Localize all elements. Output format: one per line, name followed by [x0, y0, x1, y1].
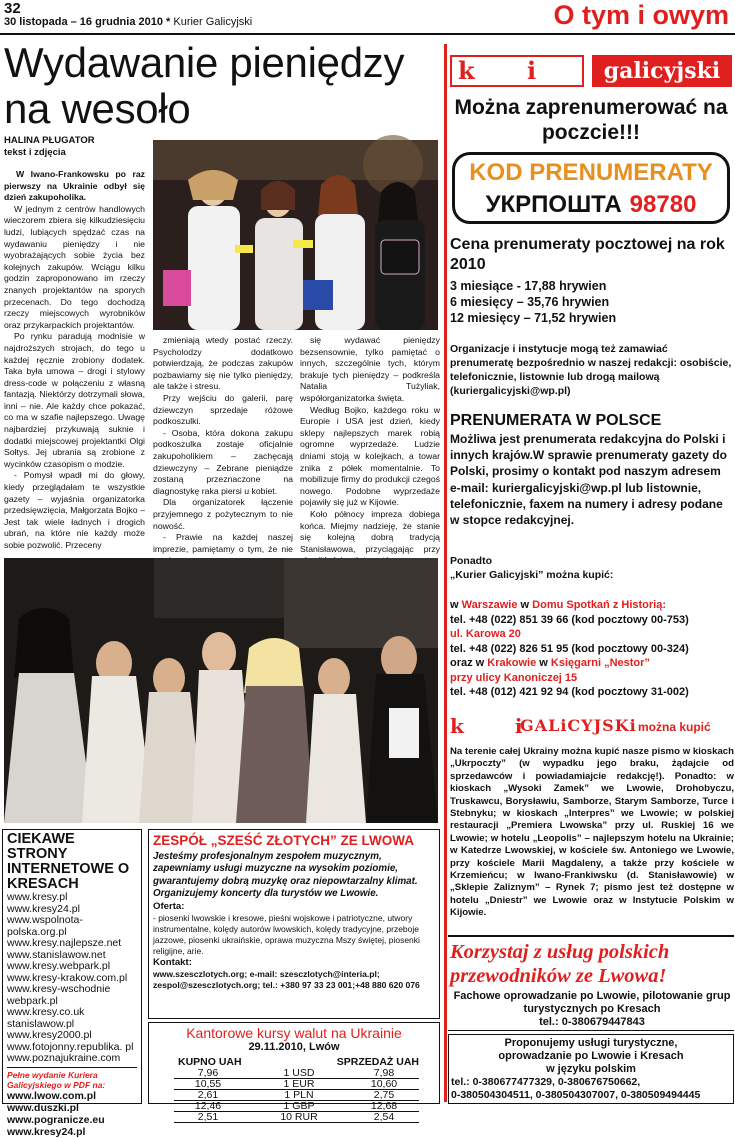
subscription-code-box: [452, 152, 730, 224]
col-sell: SPRZEDAŻ UAH: [336, 1056, 419, 1068]
pdf-link[interactable]: www.lwow.com.pl: [7, 1089, 97, 1102]
divider: [448, 1030, 734, 1031]
guides-headline: Korzystaj z usług polskich przewodników ze Lwowa!: [450, 941, 670, 987]
band-intro: Jesteśmy profesjonalnym zespołem muzycznym, zapewniamy usługi muzyczne na wysokim poziomie, gwarantujemy dobrą muzykę oraz niepowtarzalny klimat. Organizujemy koncerty dla turystów we Lwowie.: [153, 851, 418, 900]
org-subscription-info: Organizacje i instytucje mogą też zamawiać prenumeratę bezpośrednio w naszej redakcji: osobiście, telefonicznie, listownie lub drogą mailową (kuriergalicyjski@wp.pl): [450, 343, 732, 397]
rate-sell: 10,60: [370, 1078, 398, 1090]
paragraph: zmieniają wtedy postać rzeczy. Psycholodzy dodatkowo potwierdzają, że podczas zakupów pozbawiamy się nie tylko pieniędzy, ale także i stresu.: [153, 335, 293, 392]
issue-date: 30 listopada – 16 grudnia 2010 * Kurier Galicyjski: [4, 16, 253, 28]
site-link[interactable]: www.wspolnota-polska.org.pl: [7, 914, 83, 938]
rate-row: [174, 1112, 419, 1123]
address-line: oraz w Krakowie w Księgarni „Nestor”: [450, 657, 650, 669]
price-list: [450, 278, 734, 326]
article-photo-fashion-show: [4, 558, 438, 823]
site-link[interactable]: www.kresy.webpark.pl: [7, 960, 111, 972]
paper-name: Kurier Galicyjski: [173, 16, 253, 28]
rate-sell: 7,98: [373, 1067, 395, 1079]
paragraph: Przy wejściu do galerii, parę dziewczyn sprzedaje różowe podkoszulki.: [153, 392, 293, 427]
article-byline: [4, 135, 95, 159]
tour-services-box: Proponujemy usługi turystyczne, oprowadzanie po Lwowie i Kresach w języku polskim tel.: 0-380677477329, 0-380676750662, 0-380504304511, 0-380504307007, 0-380509494445: [448, 1034, 734, 1104]
photo-credit: tekst i zdjęcia: [4, 147, 66, 158]
address-line: tel. +48 (022) 826 51 95 (kod pocztowy 00-324): [450, 642, 689, 655]
address-line: tel. +48 (012) 421 92 94 (kod pocztowy 31-002): [450, 686, 689, 698]
paragraph: Według Bojko, każdego roku w Europie i USA jest dzień, kiedy sklepy najlepszych marek robią ogromne wyprzedaże. Ludzie dniami stoją w kolejkach, a towar znika z półek momentalnie. To mobilizuje firmy do produkcji czegoś nowego. Podobne wyprzedaże pojawiły się już w Kijowie.: [300, 404, 440, 508]
price-item: 6 miesięcy – 35,76 hrywien: [450, 295, 610, 309]
author: HALINA PŁUGATOR: [4, 135, 95, 146]
rates-date: 29.11.2010, Lwów: [248, 1041, 340, 1053]
column-divider: [444, 44, 447, 1102]
rate-currency: 1 GBP: [283, 1100, 315, 1112]
paragraph: Koło północy impreza dobiega końca. Miejmy nadzieję, że stanie się kolejną dobrą tradycją Stanisławowa, przyciągając przy: [300, 508, 440, 554]
rate-currency: 10 RUR: [280, 1111, 318, 1123]
pdf-link[interactable]: www.duszki.pl: [7, 1101, 79, 1114]
section-title: O tym i owym: [553, 0, 729, 30]
paragraph: Po rynku paradują modnisie w najdroższych strojach, do tego u każdej ręcznie zrobiony dodatek. Taka była umowa – drogi i stylowy dress-code w połączeniu z własną fantazją. Niektórzy dotrzymali słowa, inni – nie. Ale każdy chce pokazać, co ma w szafie najlepszego. Uwagę najbardziej przykuwają suknie i dodatki miejscowej projektantki Olgi Sołtys. Jej ubrania są zrobione z wycinków czasopism o modzie.: [4, 331, 145, 469]
subscription-code-title: KOD PRENUMERATY: [469, 159, 713, 186]
rates-title: Kantorowe kursy walut na Ukrainie: [186, 1025, 402, 1041]
site-link[interactable]: www.kresy-wschodnie webpark.pl: [7, 983, 111, 1007]
address-line: przy ulicy Kanoniczej 15: [450, 671, 578, 684]
band-contact-label: Kontakt:: [153, 956, 192, 968]
pdf-link[interactable]: www.kresy24.pl: [7, 1125, 86, 1138]
rate-buy: 10,55: [194, 1078, 222, 1090]
rate-currency: 1 PLN: [284, 1089, 314, 1101]
rate-buy: 7,96: [197, 1067, 219, 1079]
sites-title: CIEKAWE STRONY INTERNETOWE O KRESACH: [7, 831, 130, 892]
article-photo-shoppers: [153, 140, 438, 330]
price-item: 12 miesięcy – 71,52 hrywien: [450, 311, 617, 325]
sites-links: [7, 892, 137, 1065]
guides-subtitle: Fachowe oprowadzanie po Lwowie, pilotowanie grup turystycznych po Kresach tel.: 0-380679447843: [453, 990, 731, 1028]
site-link[interactable]: www.kresy.pl: [7, 891, 68, 903]
article-lead: W Iwano-Frankowsku po raz pierwszy na Ukrainie odbył się dzień zakupoholika.: [4, 169, 145, 203]
site-link[interactable]: www.kresy.najlepsze.net: [7, 937, 122, 949]
band-offer: - piosenki lwowskie i kresowe, pieśni wojskowe i patriotyczne, utwory instrumentalne, kolędy autorów lwowskich, kolędy tradycyjne, przeboje jazzowe, piosenki ukraińskie, oprawa muzyczna Mszy świętej, piosenki religijne, arie.: [153, 912, 420, 956]
rate-currency: 1 EUR: [283, 1078, 315, 1090]
paragraph: Dla organizatorek łączenie przyjemnego z pożytecznym to nie nowość.: [153, 497, 293, 531]
paragraph: - Osoba, która dokona zakupu podkoszulka zostaje oficjalnie zakupoholikiem – zachęcają dziewczyny – Zebrane pieniądze zostaną przeznaczone na diagnostykę raka piersi u kobiet.: [153, 427, 293, 496]
site-link[interactable]: www.kresy-krakow.com.pl: [7, 971, 128, 984]
rate-currency: 1 USD: [283, 1067, 315, 1079]
pdf-note: Pełne wydanie Kuriera Galicyjskiego w PDF na:: [7, 1067, 137, 1090]
article-column-1: [4, 169, 145, 552]
paragraph: się wydawać pieniędzy bezsensownie, tylko pamiętać o innych, szczególnie tych, którym brakuje tych pieniędzy – podkreśla Natalia Tużyliak, współorganizatorka święta.: [300, 335, 440, 403]
header-divider: [0, 33, 735, 35]
band-contact: zespol@szesczlotych.org; tel.: +380 97 33 23 001;+48 880 620 076: [153, 979, 420, 990]
sales-addresses: [450, 598, 734, 700]
address-line: w Warszawie w Domu Spotkań z Historią:: [450, 599, 666, 611]
rate-sell: 2,54: [373, 1111, 395, 1123]
rates-rows: [174, 1068, 419, 1123]
exchange-rates-box: [148, 1022, 440, 1123]
subscription-code: УКРПОШТА 98780: [485, 191, 697, 218]
paragraph: - Pomysł wpadł mi do głowy, kiedy przeglądałam te wszystkie gazety – wyjaśnia organizatorka przedsięwzięcia, Małgorzata Bojko – Jest tak wiele ładnych i drogich ubrań, na które nie każdy może sobie pozwolić. Przeceny: [4, 470, 145, 550]
divider: [448, 935, 734, 937]
paragraph: - Prawie na każdej naszej imprezie, pamiętamy o tym, że nie: [153, 532, 293, 554]
article-column-3: [300, 335, 440, 567]
poland-subscription-text: Możliwa jest prenumerata redakcyjna do Polski i innych krajów.W sprawie prenumeraty gazety do Polski, prosimy o kontakt pod naszym adresem e-mail: kuriergalicyjski@wp.pl lub listownie, telefonicznie, faxem na numery i adresy podane w stopce redakcyjnej.: [450, 432, 727, 528]
site-link[interactable]: www.kresy.co.uk stanislawow.pl: [7, 1006, 85, 1030]
page-number: 32: [4, 0, 21, 17]
paragraph: W jednym z centrów handlowych wieczorem zbiera się kilkudziesięciu ludzi, lubiących spędzać czas na wydawaniu pieniędzy i nie wyobrażających sobie życia bez kolejnych zakupów. Wciągu kilku godzin zaproponowano im rzeczy znanych projektantów na sporych przecenach. Do tego dochodzą rzeczy miejscowych wyrobników oraz przykarpackich projektantów.: [4, 203, 145, 330]
price-item: 3 miesiące - 17,88 hrywien: [450, 279, 607, 293]
rate-sell: 2,75: [373, 1089, 395, 1101]
band-offer-label: Oferta:: [153, 900, 185, 912]
where-to-buy-text: Na terenie całej Ukrainy można kupić nasze pismo w kioskach „Ukrpoczty” (w wypadku jego braku, żądajcie od sprzedawców i powiadamiajcie redakcję!). Ponadto: w kioskach „Wysoki Zamek” we Lwowie, Drohobyczu, Truskawcu, Borysławiu, Samborze, Starym Samborze, Turce i Stebnyku; w kioskach „Interpres” we Lwowie; w polskiej restauracji „Premiera Lwowska” przy ul. Ruskiej 16 we Lwowie; w hotelu „Leopolis” – najlepszym hotelu na Ukrainie; w Katedrze Lwowskiej, w kościele św. Antoniego we Lwowie, przy kościele Marii Magdaleny, a także przy kościele w Krzemieńcu; w Iwano-Frankiwsku (d. Stanisławowie) w „Sklepie Zaliznym” – Rynek 7; pismo jest też dostępne w hotelu „Dniestr” we Lwowie oraz w Instytucie Polskim w Kijowie.: [450, 746, 734, 919]
pdf-link[interactable]: www.pogranicze.eu: [7, 1113, 105, 1126]
rate-buy: 2,61: [197, 1089, 219, 1101]
kurier-logo: k i galicyjski: [450, 55, 732, 89]
band-title: ZESPÓŁ „SZEŚĆ ZŁOTYCH” ZE LWOWA: [153, 833, 415, 848]
subscription-headline: Można zaprenumerować na poczcie!!!: [454, 96, 728, 144]
page-header: [0, 0, 735, 34]
site-link[interactable]: www.kresy2000.pl: [7, 1029, 92, 1041]
band-contact: www.szesczlotych.org; e-mail: szesczlotych@interia.pl;: [153, 968, 380, 979]
address-line: tel. +48 (022) 851 39 66 (kod pocztowy 00-753): [450, 613, 689, 626]
band-ad: [148, 829, 440, 1019]
site-link[interactable]: www.poznajukraine.com: [7, 1052, 121, 1064]
site-link[interactable]: www.fotojonny.republika. pl: [7, 1040, 134, 1053]
pdf-links: [7, 1090, 137, 1138]
article-headline: Wydawanie pieniędzy na wesoło: [4, 39, 405, 132]
site-link[interactable]: www.stanislawow.net: [7, 948, 106, 961]
site-link[interactable]: www.kresy24.pl: [7, 902, 80, 915]
poland-subscription-title: PRENUMERATA W POLSCE: [450, 412, 662, 429]
where-to-buy-heading: k i GALiCYJSKi można kupić: [450, 714, 711, 738]
address-line: ul. Karowa 20: [450, 628, 521, 640]
article-column-2: [153, 335, 293, 567]
price-title: Cena prenumeraty pocztowej na rok 2010: [450, 236, 725, 273]
col-buy: KUPNO UAH: [178, 1056, 242, 1068]
rate-buy: 2,51: [197, 1111, 219, 1123]
interesting-sites-box: [2, 829, 142, 1138]
rate-buy: 12,46: [194, 1100, 222, 1112]
rates-table: [174, 1056, 419, 1123]
rate-sell: 12,68: [370, 1100, 398, 1112]
other-sales-intro: Ponadto „Kurier Galicyjski” można kupić:: [450, 555, 614, 581]
